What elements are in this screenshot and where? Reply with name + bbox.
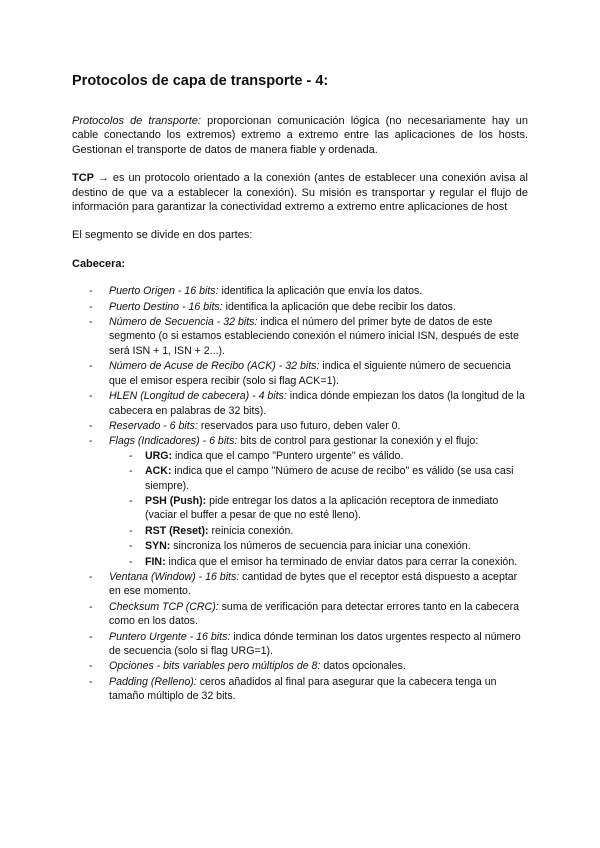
dash-bullet: - [89, 660, 93, 673]
field-term: Checksum TCP (CRC): [109, 600, 219, 613]
dash-bullet: - [89, 570, 93, 583]
dash-bullet: - [129, 449, 133, 462]
tcp-term: TCP [72, 172, 94, 185]
field-term: HLEN (Longitud de cabecera) - 4 bits: [109, 390, 287, 403]
dash-bullet: - [129, 524, 133, 537]
intro-text: proporcionan comunicación lógica (no necesariamente hay un cable conectando los extremos) extremo a extremo entre las aplicaciones de los hosts. Gestionan el transporte de datos de manera fiable y ordenada. [72, 115, 528, 156]
dash-bullet: - [89, 360, 93, 373]
field-term: Reservado - 6 bits: [109, 419, 198, 432]
list-item [72, 359, 528, 388]
field-term: Puerto Origen - 16 bits: [109, 285, 219, 298]
list-item [72, 300, 528, 314]
tcp-text: → es un protocolo orientado a la conexión (antes de establecer una conexión avisa al destino de que va a establecer la conexión). Su misión es transportar y regular el flujo de información para garantizar la conectividad extremo a extremo entre aplicaciones de host [72, 172, 528, 214]
list-item [72, 630, 528, 659]
field-text: indica el siguiente número de secuencia que el emisor espera recibir (solo si flag ACK=1). [109, 360, 511, 387]
field-text: bits de control para gestionar la conexión y el flujo: [237, 435, 479, 448]
flag-term: URG: [145, 449, 173, 462]
flag-text: pide entregar los datos a la aplicación receptora de inmediato (vaciar el buffer a pesar de que no esté lleno). [145, 494, 499, 522]
flags-list [109, 449, 528, 569]
flag-item [109, 555, 528, 569]
flag-term: PSH (Push): [145, 494, 207, 507]
list-item [72, 675, 528, 704]
dash-bullet: - [89, 300, 93, 313]
field-term: Ventana (Window) - 16 bits: [109, 570, 240, 583]
list-item [72, 659, 528, 673]
dash-bullet: - [89, 419, 93, 432]
list-item [72, 284, 528, 298]
flag-item [109, 494, 528, 523]
flag-text: indica que el campo "Número de acuse de recibo" es válido (se usa casi siempre). [145, 465, 514, 492]
intro-term: Protocolos de transporte: [72, 115, 201, 127]
field-text: identifica la aplicación que debe recibir los datos. [222, 300, 456, 313]
field-text: identifica la aplicación que envía los datos. [218, 285, 423, 298]
field-term: Número de Secuencia - 32 bits: [109, 316, 258, 329]
list-item [72, 434, 528, 569]
list-item [72, 315, 528, 358]
dash-bullet: - [89, 390, 93, 403]
field-text: reservados para uso futuro, deben valer 0. [197, 419, 401, 432]
list-item [72, 570, 528, 599]
tcp-paragraph [72, 171, 528, 214]
field-term: Opciones - bits variables pero múltiplos de 8: [109, 660, 321, 673]
flag-text: indica que el campo "Puntero urgente" es válido. [172, 449, 404, 462]
field-text: indica el número del primer byte de datos de este segmento (o si estamos estableciendo conexión el número inicial ISN, después de este será ISN + 1, ISN + 2...). [109, 316, 519, 357]
dash-bullet: - [129, 555, 133, 568]
flag-item [109, 524, 528, 538]
dash-bullet: - [89, 285, 93, 298]
dash-bullet: - [89, 600, 93, 613]
dash-bullet: - [89, 675, 93, 688]
list-item [72, 419, 528, 433]
field-text: datos opcionales. [320, 660, 406, 673]
dash-bullet: - [89, 630, 93, 643]
flag-text: reinicia conexión. [208, 524, 294, 537]
dash-bullet: - [129, 494, 133, 507]
header-heading: Cabecera: [72, 257, 126, 270]
intro-paragraph [72, 114, 528, 157]
header-fields-list [72, 284, 528, 703]
field-text: suma de verificación para detectar errores tanto en la cabecera como en los datos. [109, 600, 520, 628]
document-content [72, 72, 528, 705]
dash-bullet: - [89, 435, 93, 448]
flag-text: indica que el emisor ha terminado de enviar datos para cerrar la conexión. [165, 555, 518, 568]
flag-term: RST (Reset): [145, 524, 209, 537]
field-term: Número de Acuse de Recibo (ACK) - 32 bits: [109, 360, 320, 373]
field-text: indica dónde terminan los datos urgentes respecto al número de secuencia (solo si flag URG=1). [109, 630, 521, 657]
flag-term: FIN: [145, 555, 166, 568]
field-text: ceros añadidos al final para asegurar que la cabecera tenga un tamaño múltiplo de 32 bits. [109, 675, 497, 703]
flag-item [109, 449, 528, 463]
flag-term: SYN: [145, 540, 171, 553]
field-text: cantidad de bytes que el receptor está dispuesto a aceptar en ese momento. [109, 570, 518, 598]
field-text: indica dónde empiezan los datos (la longitud de la cabecera en palabras de 32 bits). [109, 390, 525, 417]
dash-bullet: - [129, 465, 133, 478]
flag-item [109, 464, 528, 493]
field-term: Flags (Indicadores) - 6 bits: [109, 435, 238, 448]
flag-item [109, 539, 528, 553]
field-term: Padding (Relleno): [109, 675, 197, 688]
list-item [72, 389, 528, 418]
field-term: Puntero Urgente - 16 bits: [109, 630, 231, 643]
field-term: Puerto Destino - 16 bits: [109, 300, 223, 313]
dash-bullet: - [129, 540, 133, 553]
segment-paragraph: El segmento se divide en dos partes: [72, 229, 253, 242]
page-title: Protocolos de capa de transporte - 4: [72, 73, 329, 89]
flag-term: ACK: [145, 465, 172, 478]
dash-bullet: - [89, 316, 93, 329]
flag-text: sincroniza los números de secuencia para iniciar una conexión. [170, 540, 471, 553]
list-item [72, 600, 528, 629]
